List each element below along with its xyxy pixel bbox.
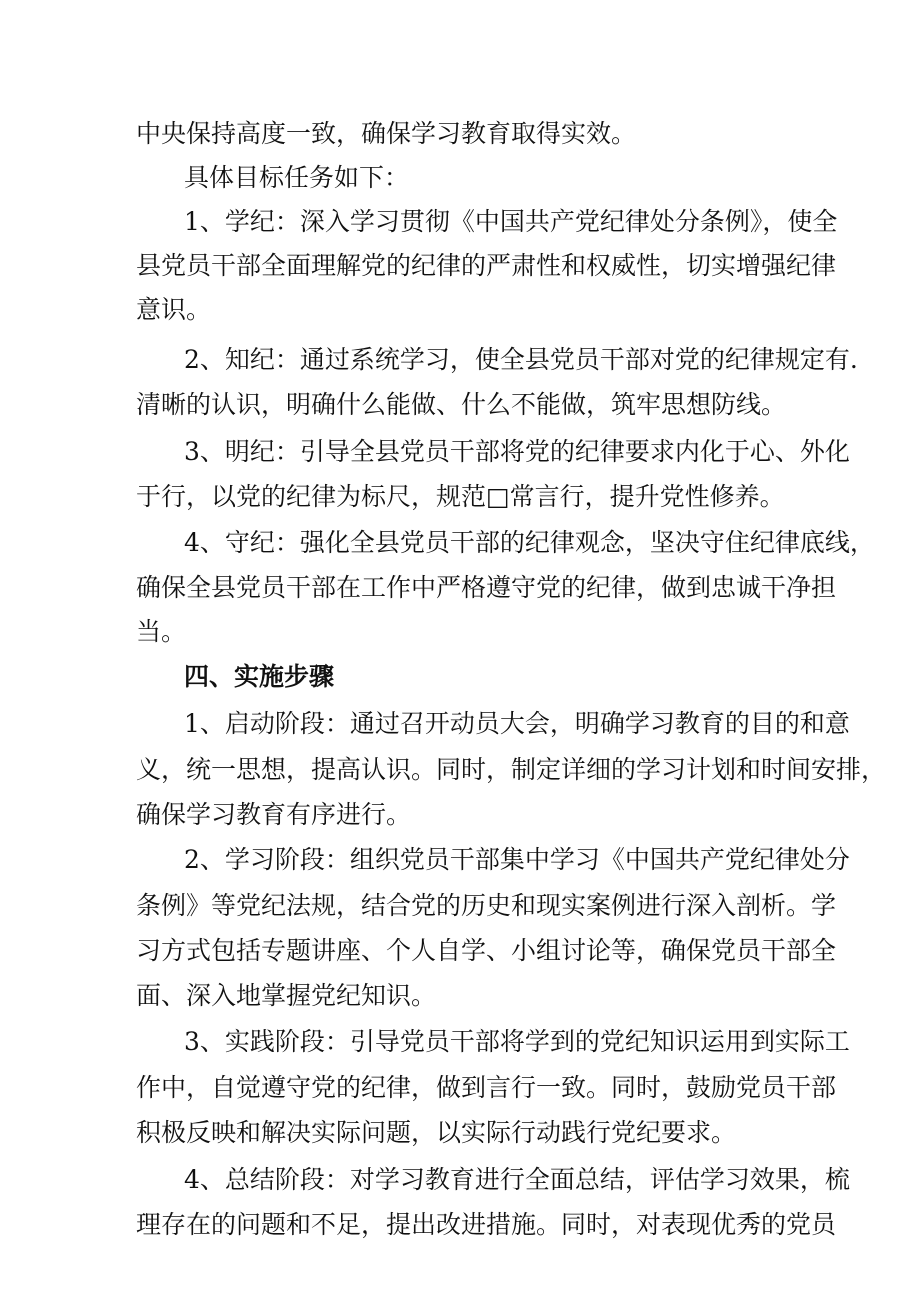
section-heading: 四、实施步骤 (184, 662, 335, 691)
text-line-16: 确保学习教育有序进行。 (136, 800, 412, 829)
text-line-10: 4、守纪：强化全县党员干部的纪律观念，坚决守住纪律底线， (184, 528, 875, 557)
text-line-12: 当。 (136, 617, 187, 646)
text-line-3: 1、学纪：深入学习贯彻《中国共产党纪律处分条例》，使全 (184, 207, 838, 236)
text-line-15: 义，统一思想，提高认识。同时，制定详细的学习计划和时间安排， (136, 755, 887, 784)
text-line-4: 县党员干部全面理解党的纪律的严肃性和权威性，切实增强纪律 (136, 251, 837, 280)
text-line-17: 2、学习阶段：组织党员干部集中学习《中国共产党纪律处分 (184, 845, 850, 874)
text-line-8: 3、明纪：引导全县党员干部将党的纪律要求内化于心、外化 (184, 437, 850, 466)
text-line-11: 确保全县党员干部在工作中严格遵守党的纪律，做到忠诚干净担 (136, 573, 837, 602)
text-line-25: 理存在的问题和不足，提出改进措施。同时，对表现优秀的党员 (136, 1210, 837, 1239)
text-line-24: 4、总结阶段：对学习教育进行全面总结，评估学习效果，梳 (184, 1165, 850, 1194)
text-line-18: 条例》等党纪法规，结合党的历史和现实案例进行深入剖析。学 (136, 891, 837, 920)
text-line-21: 3、实践阶段：引导党员干部将学到的党纪知识运用到实际工 (184, 1027, 850, 1056)
text-line-19: 习方式包括专题讲座、个人自学、小组讨论等，确保党员干部全 (136, 936, 837, 965)
text-line-2: 具体目标任务如下： (184, 163, 410, 192)
text-line-5: 意识。 (136, 295, 212, 324)
text-line-9: 于行，以党的纪律为标尺，规范□常言行，提升党性修养。 (136, 482, 785, 511)
text-line-23: 积极反映和解决实际问题，以实际行动践行党纪要求。 (136, 1118, 737, 1147)
text-line-7: 清晰的认识，明确什么能做、什么不能做，筑牢思想防线。 (136, 390, 787, 419)
text-line-1: 中央保持高度一致，确保学习教育取得实效。 (136, 119, 637, 148)
text-line-20: 面、深入地掌握党纪知识。 (136, 981, 437, 1010)
text-line-22: 作中，自觉遵守党的纪律，做到言行一致。同时，鼓励党员干部 (136, 1073, 837, 1102)
text-line-6: 2、知纪：通过系统学习，使全县党员干部对党的纪律规定有. (184, 345, 858, 374)
text-line-14: 1、启动阶段：通过召开动员大会，明确学习教育的目的和意 (184, 709, 850, 738)
